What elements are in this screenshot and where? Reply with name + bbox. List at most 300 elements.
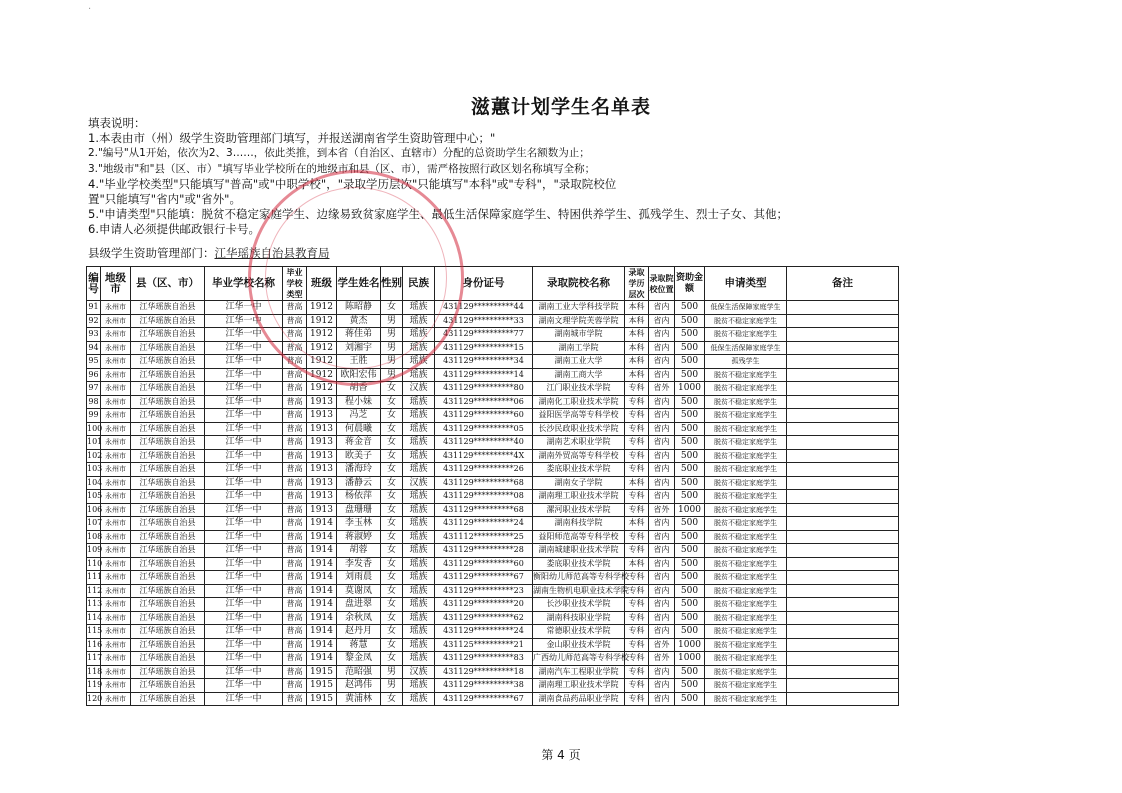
cell-class: 1913: [307, 422, 337, 436]
cell-ethnicity: 汉族: [403, 665, 435, 679]
cell-county: 江华瑶族自治县: [131, 476, 205, 490]
table-row: [87, 625, 899, 639]
cell-remark: [787, 598, 899, 612]
cell-gender: 女: [381, 409, 403, 423]
cell-location: 省内: [649, 557, 675, 571]
cell-county: 江华瑶族自治县: [131, 611, 205, 625]
cell-gender: 男: [381, 355, 403, 369]
cell-id-number: 431125**********21: [435, 638, 533, 652]
cell-school-type: 普高: [283, 449, 307, 463]
cell-application-type: 脱贫不稳定家庭学生: [705, 476, 787, 490]
cell-class: 1914: [307, 530, 337, 544]
cell-level: 本科: [625, 476, 649, 490]
cell-class: 1912: [307, 341, 337, 355]
cell-school: 江华一中: [205, 611, 283, 625]
cell-application-type: 脱贫不稳定家庭学生: [705, 368, 787, 382]
cell-level: 专科: [625, 652, 649, 666]
cell-application-type: 脱贫不稳定家庭学生: [705, 382, 787, 396]
cell-location: 省内: [649, 598, 675, 612]
cell-number: 120: [87, 692, 101, 706]
cell-application-type: 脱贫不稳定家庭学生: [705, 517, 787, 531]
cell-location: 省外: [649, 503, 675, 517]
table-row: [87, 679, 899, 693]
cell-gender: 女: [381, 503, 403, 517]
cell-school-type: 普高: [283, 517, 307, 531]
cell-gender: 女: [381, 476, 403, 490]
cell-level: 专科: [625, 625, 649, 639]
cell-level: 本科: [625, 328, 649, 342]
cell-number: 98: [87, 395, 101, 409]
cell-student-name: 莫谢凤: [337, 584, 381, 598]
scan-mark: ·: [88, 4, 92, 15]
cell-student-name: 赵鸿伟: [337, 679, 381, 693]
table-row: [87, 355, 899, 369]
cell-student-name: 范昭强: [337, 665, 381, 679]
cell-level: 本科: [625, 301, 649, 315]
note-line: 6.申请人必须提供邮政银行卡号。: [88, 222, 260, 237]
cell-ethnicity: 瑶族: [403, 436, 435, 450]
cell-class: 1913: [307, 503, 337, 517]
cell-school-type: 普高: [283, 436, 307, 450]
cell-id-number: 431129**********77: [435, 328, 533, 342]
cell-student-name: 冯芝: [337, 409, 381, 423]
cell-university: 湖南外贸高等专科学校: [533, 449, 625, 463]
cell-remark: [787, 463, 899, 477]
cell-university: 湖南工业大学科技学院: [533, 301, 625, 315]
cell-student-name: 蒋金音: [337, 436, 381, 450]
cell-school: 江华一中: [205, 530, 283, 544]
cell-gender: 女: [381, 544, 403, 558]
cell-location: 省内: [649, 490, 675, 504]
cell-university: 益阳医学高等专科学校: [533, 409, 625, 423]
cell-county: 江华瑶族自治县: [131, 382, 205, 396]
cell-university: 娄底职业技术学院: [533, 463, 625, 477]
cell-city: 永州市: [101, 530, 131, 544]
cell-location: 省内: [649, 584, 675, 598]
note-line: 1.本表由市（州）级学生资助管理部门填写，并报送湖南省学生资助管理中心；": [88, 131, 496, 146]
cell-gender: 女: [381, 625, 403, 639]
cell-university: 漯河职业技术学院: [533, 503, 625, 517]
cell-student-name: 黎金凤: [337, 652, 381, 666]
cell-city: 永州市: [101, 625, 131, 639]
cell-id-number: 431129**********4X: [435, 449, 533, 463]
cell-number: 97: [87, 382, 101, 396]
cell-school-type: 普高: [283, 638, 307, 652]
col-header: 学生姓名: [337, 267, 381, 301]
cell-remark: [787, 395, 899, 409]
cell-school: 江华一中: [205, 436, 283, 450]
cell-number: 93: [87, 328, 101, 342]
cell-amount: 1000: [675, 638, 705, 652]
cell-school-type: 普高: [283, 679, 307, 693]
col-header: 申请类型: [705, 267, 787, 301]
note-line: 置"只能填写"省内"或"省外"。: [88, 192, 241, 207]
cell-school-type: 普高: [283, 503, 307, 517]
cell-application-type: 脱贫不稳定家庭学生: [705, 557, 787, 571]
cell-remark: [787, 503, 899, 517]
cell-gender: 女: [381, 571, 403, 585]
table-row: [87, 598, 899, 612]
cell-city: 永州市: [101, 463, 131, 477]
cell-university: 湖南食品药品职业学院: [533, 692, 625, 706]
cell-ethnicity: 瑶族: [403, 625, 435, 639]
cell-application-type: 脱贫不稳定家庭学生: [705, 490, 787, 504]
cell-level: 专科: [625, 611, 649, 625]
cell-location: 省内: [649, 679, 675, 693]
cell-application-type: 脱贫不稳定家庭学生: [705, 409, 787, 423]
cell-school-type: 普高: [283, 328, 307, 342]
cell-school: 江华一中: [205, 652, 283, 666]
cell-city: 永州市: [101, 638, 131, 652]
cell-university: 湖南城建职业技术学院: [533, 544, 625, 558]
cell-number: 95: [87, 355, 101, 369]
cell-school: 江华一中: [205, 692, 283, 706]
cell-amount: 500: [675, 692, 705, 706]
cell-school: 江华一中: [205, 449, 283, 463]
cell-class: 1914: [307, 517, 337, 531]
cell-student-name: 蒋佳弟: [337, 328, 381, 342]
cell-location: 省内: [649, 314, 675, 328]
cell-number: 107: [87, 517, 101, 531]
cell-university: 广西幼儿师范高等专科学校: [533, 652, 625, 666]
cell-id-number: 431129**********24: [435, 625, 533, 639]
cell-location: 省内: [649, 328, 675, 342]
table-row: [87, 530, 899, 544]
cell-application-type: 脱贫不稳定家庭学生: [705, 544, 787, 558]
cell-level: 专科: [625, 395, 649, 409]
cell-student-name: 刘雨晨: [337, 571, 381, 585]
cell-city: 永州市: [101, 341, 131, 355]
cell-level: 专科: [625, 422, 649, 436]
cell-level: 专科: [625, 692, 649, 706]
cell-gender: 女: [381, 490, 403, 504]
cell-number: 114: [87, 611, 101, 625]
cell-number: 103: [87, 463, 101, 477]
cell-university: 湖南工业大学: [533, 355, 625, 369]
cell-remark: [787, 611, 899, 625]
cell-level: 专科: [625, 665, 649, 679]
cell-remark: [787, 665, 899, 679]
note-line: 3."地级市"和"县（区、市）"填写毕业学校所在的地级市和县（区、市），需严格按照行政区划名称填写全称；: [88, 162, 596, 175]
col-header: 编号: [87, 267, 101, 301]
cell-gender: 女: [381, 638, 403, 652]
cell-id-number: 431129**********33: [435, 314, 533, 328]
cell-school-type: 普高: [283, 341, 307, 355]
cell-university: 益阳师范高等专科学校: [533, 530, 625, 544]
department-value: 江华瑶族自治县教育局: [214, 246, 330, 260]
cell-id-number: 431129**********60: [435, 409, 533, 423]
cell-school-type: 普高: [283, 368, 307, 382]
cell-city: 永州市: [101, 301, 131, 315]
cell-remark: [787, 679, 899, 693]
cell-amount: 500: [675, 679, 705, 693]
cell-gender: 女: [381, 301, 403, 315]
cell-school-type: 普高: [283, 652, 307, 666]
table-row: [87, 395, 899, 409]
cell-remark: [787, 301, 899, 315]
cell-school: 江华一中: [205, 665, 283, 679]
cell-school: 江华一中: [205, 328, 283, 342]
table-header-row: [87, 267, 899, 301]
cell-county: 江华瑶族自治县: [131, 490, 205, 504]
cell-id-number: 431129**********83: [435, 652, 533, 666]
cell-amount: 500: [675, 449, 705, 463]
cell-city: 永州市: [101, 314, 131, 328]
note-line: 填表说明：: [88, 116, 146, 130]
cell-remark: [787, 557, 899, 571]
cell-class: 1913: [307, 463, 337, 477]
cell-university: 湖南文理学院芙蓉学院: [533, 314, 625, 328]
cell-university: 湖南理工职业技术学院: [533, 679, 625, 693]
cell-ethnicity: 瑶族: [403, 341, 435, 355]
col-header: 毕业学校类型: [283, 267, 307, 301]
cell-city: 永州市: [101, 355, 131, 369]
table-row: [87, 490, 899, 504]
cell-application-type: 脱贫不稳定家庭学生: [705, 611, 787, 625]
cell-class: 1914: [307, 544, 337, 558]
table-row: [87, 584, 899, 598]
cell-gender: 女: [381, 436, 403, 450]
cell-location: 省内: [649, 530, 675, 544]
cell-county: 江华瑶族自治县: [131, 571, 205, 585]
cell-student-name: 李玉林: [337, 517, 381, 531]
cell-class: 1912: [307, 368, 337, 382]
cell-gender: 女: [381, 517, 403, 531]
cell-county: 江华瑶族自治县: [131, 557, 205, 571]
cell-class: 1912: [307, 328, 337, 342]
cell-student-name: 胡蓉: [337, 544, 381, 558]
cell-city: 永州市: [101, 328, 131, 342]
cell-school-type: 普高: [283, 355, 307, 369]
col-header: 录取学历层次: [625, 267, 649, 301]
table-row: [87, 652, 899, 666]
cell-number: 105: [87, 490, 101, 504]
cell-ethnicity: 瑶族: [403, 463, 435, 477]
cell-city: 永州市: [101, 449, 131, 463]
cell-gender: 女: [381, 598, 403, 612]
cell-id-number: 431129**********68: [435, 503, 533, 517]
cell-city: 永州市: [101, 598, 131, 612]
col-header: 资助金额: [675, 267, 705, 301]
cell-gender: 女: [381, 395, 403, 409]
cell-remark: [787, 436, 899, 450]
cell-location: 省内: [649, 611, 675, 625]
page-title: 滋蕙计划学生名单表: [470, 96, 651, 118]
cell-class: 1913: [307, 449, 337, 463]
table-row: [87, 665, 899, 679]
cell-amount: 500: [675, 571, 705, 585]
cell-ethnicity: 瑶族: [403, 328, 435, 342]
cell-application-type: 低保生活保障家庭学生: [705, 341, 787, 355]
cell-city: 永州市: [101, 517, 131, 531]
cell-application-type: 脱贫不稳定家庭学生: [705, 665, 787, 679]
cell-number: 117: [87, 652, 101, 666]
cell-ethnicity: 瑶族: [403, 517, 435, 531]
cell-id-number: 431129**********34: [435, 355, 533, 369]
cell-school-type: 普高: [283, 476, 307, 490]
cell-amount: 1000: [675, 652, 705, 666]
cell-level: 专科: [625, 490, 649, 504]
cell-student-name: 王胜: [337, 355, 381, 369]
col-header: 性别: [381, 267, 403, 301]
cell-student-name: 胡香: [337, 382, 381, 396]
cell-student-name: 蒋淑婷: [337, 530, 381, 544]
cell-level: 专科: [625, 409, 649, 423]
cell-student-name: 蒋慧: [337, 638, 381, 652]
cell-amount: 500: [675, 557, 705, 571]
cell-id-number: 431129**********68: [435, 476, 533, 490]
cell-application-type: 脱贫不稳定家庭学生: [705, 314, 787, 328]
cell-amount: 500: [675, 476, 705, 490]
cell-level: 专科: [625, 598, 649, 612]
cell-school: 江华一中: [205, 422, 283, 436]
cell-county: 江华瑶族自治县: [131, 449, 205, 463]
cell-student-name: 欧美子: [337, 449, 381, 463]
cell-level: 专科: [625, 503, 649, 517]
cell-ethnicity: 瑶族: [403, 449, 435, 463]
cell-class: 1913: [307, 436, 337, 450]
cell-ethnicity: 瑶族: [403, 557, 435, 571]
table-row: [87, 314, 899, 328]
table-row: [87, 638, 899, 652]
cell-ethnicity: 瑶族: [403, 409, 435, 423]
cell-amount: 500: [675, 355, 705, 369]
cell-level: 专科: [625, 530, 649, 544]
cell-level: 本科: [625, 355, 649, 369]
cell-city: 永州市: [101, 571, 131, 585]
cell-school: 江华一中: [205, 584, 283, 598]
cell-level: 本科: [625, 517, 649, 531]
cell-county: 江华瑶族自治县: [131, 409, 205, 423]
cell-id-number: 431129**********67: [435, 692, 533, 706]
table-row: [87, 301, 899, 315]
cell-school-type: 普高: [283, 665, 307, 679]
cell-application-type: 脱贫不稳定家庭学生: [705, 463, 787, 477]
cell-class: 1915: [307, 665, 337, 679]
table-row: [87, 422, 899, 436]
cell-application-type: 脱贫不稳定家庭学生: [705, 328, 787, 342]
cell-remark: [787, 368, 899, 382]
table-row: [87, 692, 899, 706]
cell-county: 江华瑶族自治县: [131, 584, 205, 598]
cell-ethnicity: 瑶族: [403, 503, 435, 517]
cell-ethnicity: 瑶族: [403, 679, 435, 693]
cell-id-number: 431129**********28: [435, 544, 533, 558]
cell-amount: 500: [675, 625, 705, 639]
cell-university: 江门职业技术学院: [533, 382, 625, 396]
cell-class: 1912: [307, 355, 337, 369]
cell-ethnicity: 瑶族: [403, 314, 435, 328]
cell-ethnicity: 瑶族: [403, 611, 435, 625]
col-header: 民族: [403, 267, 435, 301]
cell-id-number: 431129**********40: [435, 436, 533, 450]
cell-county: 江华瑶族自治县: [131, 341, 205, 355]
cell-county: 江华瑶族自治县: [131, 328, 205, 342]
cell-amount: 500: [675, 409, 705, 423]
cell-student-name: 陈昭静: [337, 301, 381, 315]
cell-city: 永州市: [101, 679, 131, 693]
cell-student-name: 杨依萍: [337, 490, 381, 504]
cell-remark: [787, 652, 899, 666]
cell-remark: [787, 517, 899, 531]
table-row: [87, 476, 899, 490]
cell-school-type: 普高: [283, 625, 307, 639]
cell-number: 118: [87, 665, 101, 679]
cell-city: 永州市: [101, 544, 131, 558]
cell-county: 江华瑶族自治县: [131, 314, 205, 328]
cell-location: 省内: [649, 368, 675, 382]
cell-amount: 500: [675, 584, 705, 598]
cell-remark: [787, 571, 899, 585]
cell-location: 省内: [649, 517, 675, 531]
cell-id-number: 431129**********15: [435, 341, 533, 355]
cell-class: 1914: [307, 584, 337, 598]
cell-application-type: 脱贫不稳定家庭学生: [705, 449, 787, 463]
cell-amount: 1000: [675, 382, 705, 396]
cell-class: 1914: [307, 557, 337, 571]
cell-id-number: 431129**********08: [435, 490, 533, 504]
col-header: 毕业学校名称: [205, 267, 283, 301]
cell-university: 常德职业技术学院: [533, 625, 625, 639]
cell-ethnicity: 瑶族: [403, 598, 435, 612]
cell-university: 湖南城市学院: [533, 328, 625, 342]
table-body: [87, 301, 899, 706]
cell-amount: 500: [675, 436, 705, 450]
instructions: [88, 116, 1028, 238]
cell-university: 湖南工商大学: [533, 368, 625, 382]
cell-school-type: 普高: [283, 463, 307, 477]
cell-university: 湖南科技职业学院: [533, 611, 625, 625]
cell-remark: [787, 449, 899, 463]
cell-id-number: 431129**********20: [435, 598, 533, 612]
cell-amount: 500: [675, 463, 705, 477]
cell-location: 省内: [649, 449, 675, 463]
cell-student-name: 李发香: [337, 557, 381, 571]
cell-city: 永州市: [101, 692, 131, 706]
cell-class: 1913: [307, 409, 337, 423]
col-header: 县（区、市）: [131, 267, 205, 301]
cell-class: 1914: [307, 571, 337, 585]
cell-school-type: 普高: [283, 490, 307, 504]
cell-gender: 男: [381, 328, 403, 342]
cell-level: 本科: [625, 341, 649, 355]
cell-gender: 男: [381, 368, 403, 382]
cell-location: 省内: [649, 571, 675, 585]
cell-number: 94: [87, 341, 101, 355]
cell-location: 省内: [649, 692, 675, 706]
cell-application-type: 低保生活保障家庭学生: [705, 301, 787, 315]
cell-location: 省内: [649, 476, 675, 490]
cell-class: 1913: [307, 490, 337, 504]
cell-number: 104: [87, 476, 101, 490]
cell-ethnicity: 瑶族: [403, 638, 435, 652]
cell-city: 永州市: [101, 409, 131, 423]
cell-level: 专科: [625, 436, 649, 450]
cell-location: 省内: [649, 301, 675, 315]
cell-location: 省内: [649, 436, 675, 450]
cell-school: 江华一中: [205, 355, 283, 369]
cell-number: 92: [87, 314, 101, 328]
table-row: [87, 328, 899, 342]
cell-university: 衡阳幼儿师范高等专科学校: [533, 571, 625, 585]
cell-city: 永州市: [101, 395, 131, 409]
cell-county: 江华瑶族自治县: [131, 544, 205, 558]
cell-student-name: 欧阳宏伟: [337, 368, 381, 382]
cell-level: 本科: [625, 368, 649, 382]
cell-id-number: 431129**********80: [435, 382, 533, 396]
cell-number: 111: [87, 571, 101, 585]
page-number: 第 4 页: [541, 748, 581, 762]
